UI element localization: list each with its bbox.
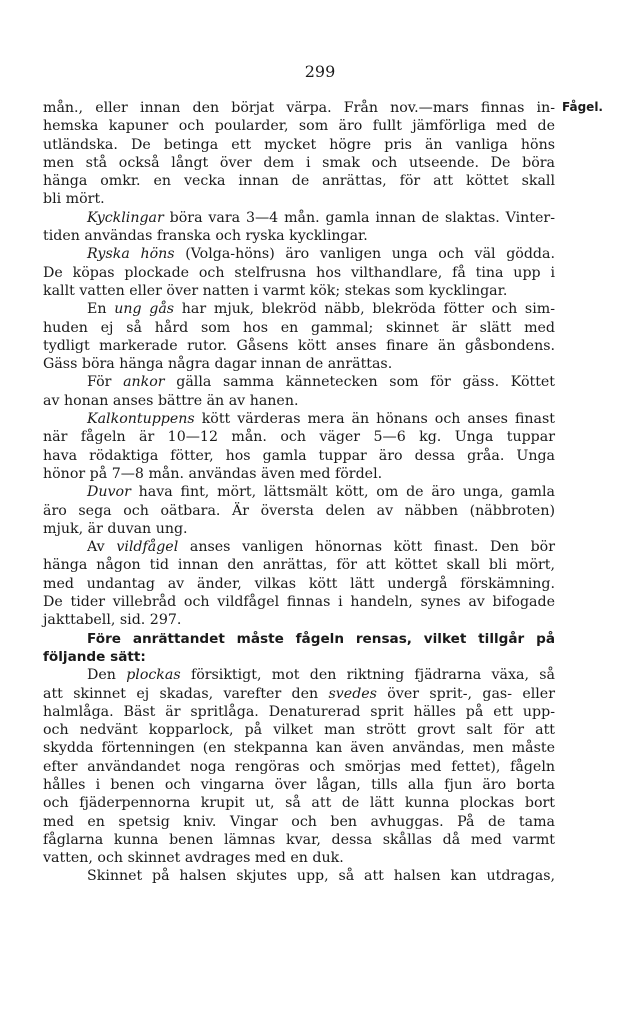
text-line (43, 227, 555, 245)
text-line (43, 172, 555, 190)
text-line (43, 556, 555, 574)
text-line (43, 337, 555, 355)
text-run: har mjuk, blekröd näbb, blekröda fötter och sim- (174, 301, 555, 318)
italic-term: Kycklingar (87, 209, 164, 226)
text-run: över sprit-, gas- eller (376, 685, 555, 702)
text-line (43, 99, 555, 117)
text-run: (Volga-höns) äro vanligen unga och väl gödda. (174, 246, 555, 263)
text-run: skydda förtenningen (en stekpanna kan även användas, men måste (43, 740, 555, 757)
text-run: tiden användas franska och ryska kycklingar. (43, 228, 368, 245)
text-run: bli mört. (43, 191, 105, 208)
text-line (43, 776, 555, 794)
text-run: De tider villebråd och vildfågel finnas i handeln, synes av bifogade (43, 594, 555, 611)
italic-term: Duvor (87, 484, 131, 501)
text-run: hava rödaktiga fötter, hos gamla tuppar äro dessa gråa. Unga (43, 447, 555, 464)
text-run: anses vanligen hönornas kött finast. Den bör (178, 539, 555, 556)
text-run: när fågeln är 10—12 mån. och väger 5—6 kg. Unga tuppar (43, 429, 555, 446)
text-line (43, 447, 555, 465)
text-run: Skinnet på halsen skjutes upp, så att halsen kan utdragas, (87, 868, 555, 885)
text-line (43, 319, 555, 337)
margin-note: Fågel. (562, 100, 603, 114)
text-run: hålles i benen och vingarna över lågan, tills alla fjun äro borta (43, 776, 555, 793)
text-run: men stå också långt över dem i smak och utseende. De böra (43, 154, 555, 171)
italic-term: ankor (123, 374, 165, 391)
text-line (43, 410, 555, 428)
text-line (43, 520, 555, 538)
text-line (43, 245, 555, 263)
text-line (43, 373, 555, 391)
text-run: gälla samma kännetecken som för gäss. Köttet (164, 374, 556, 391)
text-line (43, 813, 555, 831)
section-heading-line (43, 630, 555, 648)
text-run: av honan anses bättre än av hanen. (43, 392, 299, 409)
text-run: hönor på 7—8 mån. användas även med fördel. (43, 465, 383, 482)
text-line (43, 355, 555, 373)
text-run: De köpas plockade och stelfrusna hos vilthandlare, få tina upp i (43, 264, 555, 281)
italic-term: Kalkontuppens (87, 411, 195, 428)
text-run: halmlåga. Bäst är spritlåga. Denaturerad sprit hälles på ett upp- (43, 703, 555, 720)
text-run: äro sega och oätbara. Är översta delen av näbben (näbbroten) (43, 502, 555, 519)
text-run: Av (87, 539, 117, 556)
italic-term: Ryska höns (87, 246, 175, 263)
text-run: Före anrättandet måste fågeln rensas, vilket tillgår på (87, 630, 555, 647)
text-line (43, 758, 555, 776)
text-line (43, 703, 555, 721)
text-run: försiktigt, mot den riktning fjädrarna växa, så (180, 667, 556, 684)
text-run: utländska. De betinga ett mycket högre pris än vanliga höns (43, 136, 555, 153)
text-line (43, 136, 555, 154)
text-run: kött värderas mera än hönans och anses finast (194, 411, 555, 428)
text-run: hemska kapuner och poularder, som äro fullt jämförliga med de (43, 118, 555, 135)
text-line (43, 117, 555, 135)
text-line (43, 190, 555, 208)
text-line (43, 666, 555, 684)
text-line (43, 831, 555, 849)
text-run: jakttabell, sid. 297. (43, 612, 182, 629)
text-run: efter användandet noga rengöras och smörjas med fettet), fågeln (43, 758, 555, 775)
text-run: Den (87, 667, 127, 684)
text-line (43, 721, 555, 739)
text-run: med en spetsig kniv. Vingar och ben avhuggas. På de tama (43, 813, 555, 830)
section-heading-line (43, 648, 555, 666)
text-run: mjuk, är duvan ung. (43, 520, 188, 537)
text-line (43, 611, 555, 629)
text-line (43, 849, 555, 867)
text-run: och nedvänt kopparlock, på vilket man strött grovt salt för att (43, 722, 555, 739)
text-line (43, 739, 555, 757)
italic-term: plockas (126, 667, 181, 684)
text-run: vatten, och skinnet avdrages med en duk. (43, 850, 344, 867)
text-line (43, 465, 555, 483)
text-run: och fjäderpennorna krupit ut, så att de lätt kunna plockas bort (43, 795, 555, 812)
text-run: hänga någon tid innan den anrättas, för att köttet skall bli mört, (43, 557, 555, 574)
text-line (43, 483, 555, 501)
page-number: 299 (304, 62, 336, 81)
text-run: hava fint, mört, lättsmält kött, om de äro unga, gamla (130, 484, 555, 501)
text-run: kallt vatten eller över natten i varmt kök; stekas som kycklingar. (43, 282, 508, 299)
text-run: böra vara 3—4 mån. gamla innan de slaktas. Vinter- (163, 209, 555, 226)
text-line (43, 538, 555, 556)
text-run: tydligt markerade rutor. Gåsens kött anses finare än gåsbondens. (43, 337, 555, 354)
text-line (43, 154, 555, 172)
italic-term: svedes (328, 685, 377, 702)
text-line (43, 593, 555, 611)
text-line (43, 575, 555, 593)
page-body (43, 99, 555, 886)
text-run: mån., eller innan den börjat värpa. Från nov.—mars finnas in- (43, 100, 555, 116)
text-line (43, 794, 555, 812)
text-line (43, 502, 555, 520)
text-line (43, 209, 555, 227)
text-run: hänga omkr. en vecka innan de anrättas, för att köttet skall (43, 173, 555, 190)
text-run: Gäss böra hänga några dagar innan de anrättas. (43, 356, 393, 373)
italic-term: ung gås (114, 301, 175, 318)
text-run: med undantag av änder, vilkas kött lätt undergå förskämning. (43, 575, 555, 592)
text-run: huden ej så hård som hos en gammal; skinnet är slätt med (43, 319, 555, 336)
text-line (43, 428, 555, 446)
italic-term: vildfågel (116, 539, 179, 556)
text-run: följande sätt: (43, 648, 146, 665)
text-run: En (87, 301, 115, 318)
text-run: att skinnet ej skadas, varefter den (43, 685, 329, 702)
text-line (43, 392, 555, 410)
text-run: För (87, 374, 124, 391)
text-line (43, 867, 555, 885)
text-line (43, 300, 555, 318)
text-run: fåglarna kunna benen lämnas kvar, dessa skållas då med varmt (43, 831, 555, 848)
text-line (43, 264, 555, 282)
text-line (43, 282, 555, 300)
text-line (43, 685, 555, 703)
